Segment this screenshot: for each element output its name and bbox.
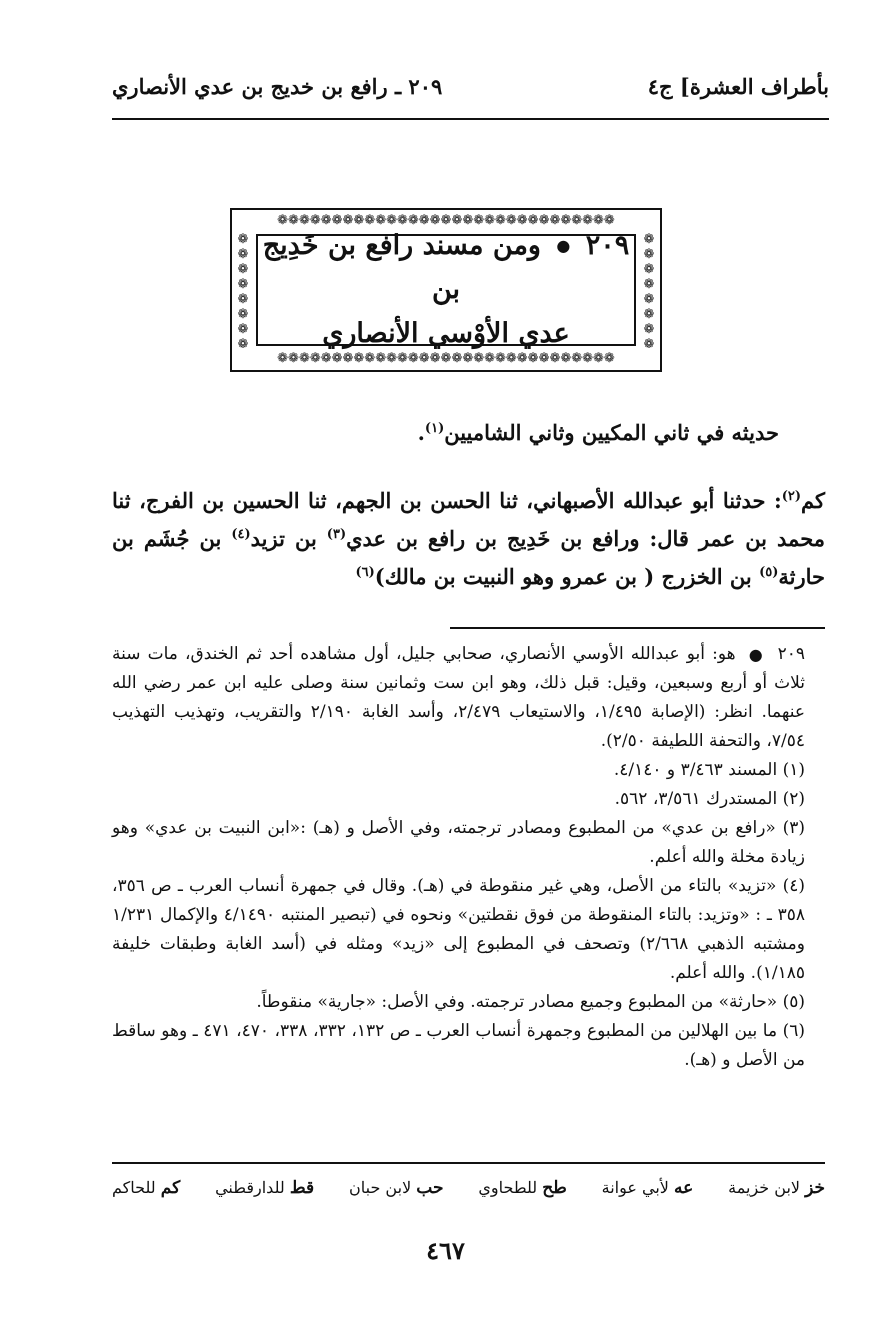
- symbols-divider: [112, 1162, 825, 1164]
- footnote-text: هو: أبو عبدالله الأوسي الأنصاري، صحابي جليل، أول مشاهده أحد ثم الخندق، مات سنة ثلاث أو أربع وسبعين، وقيل: قبل ذلك، وهو ابن ست وثمانين سنة وصلى عليه ابن عمر رضي الله عنهما. انظر: (الإصابة ١/٤٩٥، والاستيعاب ٢/٤٧٩، وأسد الغابة ٢/١٩٠ والتقريب، وتهذيب التهذيب ٧/٥٤، والتحفة اللطيفة ٢/٥٠).: [112, 644, 805, 751]
- section-number: ٢٠٩: [585, 229, 630, 261]
- page-number: ٤٦٧: [426, 1236, 465, 1265]
- symbol-item: [728, 1178, 825, 1198]
- body-text-end: .: [417, 420, 425, 445]
- footnote-biography: [112, 640, 825, 756]
- symbol-name: للطحاوي: [478, 1178, 538, 1197]
- symbol-abbr: حب: [416, 1178, 444, 1198]
- footnote-ref: (٢): [781, 489, 802, 504]
- body-paragraph-2: [112, 482, 825, 596]
- symbol-abbr: خز: [805, 1178, 825, 1198]
- symbol-abbr: قط: [289, 1178, 315, 1198]
- body-text: حديثه في ثاني المكيين وثاني الشاميين: [444, 420, 779, 445]
- footnote-6: (٦) ما بين الهلالين من المطبوع وجمهرة أنساب العرب ـ ص ١٣٢، ٣٣٢، ٣٣٨، ٤٧٠، ٤٧١ ـ وهو ساقط من الأصل و (هـ).: [112, 1021, 805, 1070]
- symbol-item: [349, 1178, 443, 1198]
- footnote-ref: (١): [424, 421, 445, 436]
- footnote-1: (١) المسند ٣/٤٦٣ و ٤/١٤٠.: [613, 760, 805, 780]
- symbol-name: لأبي عوانة: [601, 1178, 669, 1197]
- symbol-item: [112, 1178, 180, 1198]
- footnote-2: (٢) المستدرك ٣/٥٦١، ٥٦٢.: [614, 789, 805, 809]
- symbol-name: للحاكم: [112, 1178, 156, 1197]
- symbol-abbr: كم: [160, 1178, 181, 1198]
- ornament-border-right: ❁❁❁❁❁❁❁❁: [643, 232, 655, 348]
- header-book-title: بأطراف العشرة] ج٤: [647, 73, 829, 99]
- footnote-ref: (٣): [326, 527, 347, 542]
- section-title: [256, 229, 636, 350]
- footnote-ref: (٤): [231, 527, 251, 542]
- footnote-3: (٣) «رافع بن عدي» من المطبوع ومصادر ترجمته، وفي الأصل و (هـ) :«ابن النبيت بن عدي» وهو زيادة مخلة والله أعلم.: [112, 818, 805, 867]
- symbol-abbr: طح: [542, 1178, 567, 1198]
- running-header: [112, 66, 829, 106]
- footnote-ref: (٦): [355, 565, 375, 580]
- source-abbr: كم: [801, 488, 825, 513]
- footnotes: [112, 640, 825, 1075]
- section-title-line-2: عدي الأوْسي الأنصاري: [322, 318, 570, 350]
- footnote-4: (٤) «تزيد» بالتاء من الأصل، وهي غير منقوطة في (هـ). وقال في جمهرة أنساب العرب ـ ص ٣٥٦، ٣٥٨ ـ : «وتزيد: بالتاء المنقوطة من فوق نقطتين» ونحوه في (تبصير المنتبه ٤/١٤٩٠ والإكمال ١/٢٣١ ومشتبه الذهبي ٢/٦٦٨) وتصحف في المطبوع إلى «زيد» ومثله في (أسد الغابة وطبقات خليفة ١/١٨٥). والله أعلم.: [112, 876, 805, 983]
- ornament-border-left: ❁❁❁❁❁❁❁❁: [237, 232, 249, 348]
- footnote-ref: (٥): [759, 565, 779, 580]
- body-paragraph-1: [418, 420, 779, 445]
- footnote-number: ٢٠٩: [777, 644, 806, 664]
- ornament-border-top: ❁❁❁❁❁❁❁❁❁❁❁❁❁❁❁❁❁❁❁❁❁❁❁❁❁❁❁❁❁❁❁: [277, 213, 615, 228]
- footnote-divider: [450, 627, 825, 629]
- symbol-item: [215, 1178, 314, 1198]
- section-title-line-1: [258, 224, 634, 313]
- symbol-name: لابن حبان: [349, 1178, 412, 1197]
- bullet-icon: ●: [556, 236, 571, 256]
- title-ornamental-frame: [230, 208, 662, 372]
- symbol-item: [478, 1178, 566, 1198]
- symbols-legend: [112, 1178, 825, 1198]
- header-divider: [112, 118, 829, 120]
- header-chapter-title: ٢٠٩ ـ رافع بن خديج بن عدي الأنصاري: [112, 73, 443, 99]
- symbol-abbr: عه: [674, 1178, 694, 1198]
- bullet-icon: ●: [748, 645, 765, 664]
- body-text: : حدثنا أبو عبدالله الأصبهاني، ثنا الحسن بن الجهم، ثنا الحسين بن الفرج، ثنا محمد بن عمر قال: ورافع بن خَدِيج بن رافع بن عدي: [112, 488, 825, 551]
- body-text: بن تزيد: [250, 526, 327, 551]
- symbol-name: للدارقطني: [215, 1178, 285, 1197]
- section-title-text-1: ومن مسند رافع بن خَدِيج بن: [262, 229, 541, 306]
- symbol-item: [602, 1178, 694, 1198]
- footnote-5: (٥) «حارثة» من المطبوع وجميع مصادر ترجمته. وفي الأصل: «جارية» منقوطاً.: [256, 992, 805, 1012]
- symbol-name: لابن خزيمة: [728, 1178, 801, 1197]
- body-text: بن جُشَم بن حارثة: [112, 526, 825, 589]
- body-text: بن الخزرج ( بن عمرو وهو النبيت بن مالك): [374, 564, 760, 589]
- ornament-border-bottom: ❁❁❁❁❁❁❁❁❁❁❁❁❁❁❁❁❁❁❁❁❁❁❁❁❁❁❁❁❁❁❁: [277, 351, 615, 366]
